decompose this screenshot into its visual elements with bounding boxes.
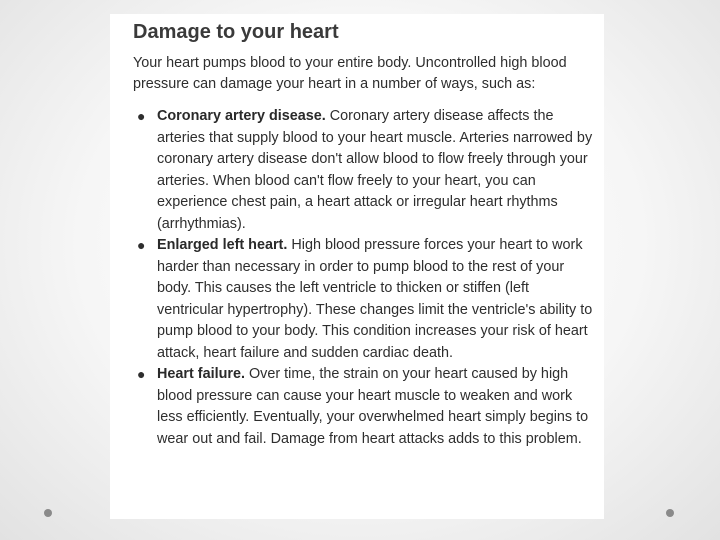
- list-item-enlarged-left-heart: [133, 235, 597, 364]
- list-item-coronary-artery-disease: [133, 106, 597, 235]
- document-panel: [110, 14, 604, 519]
- list-item-text: Coronary artery disease affects the arteries that supply blood to your heart muscle. Arteries narrowed by coronary artery disease don't allow blood to flow freely through your arteries. When blood can't flow freely to your heart, you can experience chest pain, a heart attack or irregular heart rhythms (arrhythmias).: [157, 108, 593, 232]
- slide-decor-dot-left: [44, 509, 52, 517]
- list-item-term: Heart failure.: [157, 366, 245, 382]
- slide-decor-dot-right: [666, 509, 674, 517]
- section-heading: Damage to your heart: [133, 21, 339, 43]
- list-item-text: Over time, the strain on your heart caused by high blood pressure can cause your heart muscle to weaken and work less efficiently. Eventually, your overwhelmed heart simply begins to wear out and fail. Damage from heart attacks adds to this problem.: [157, 366, 589, 447]
- bullet-icon: ●: [137, 108, 146, 124]
- intro-paragraph: Your heart pumps blood to your entire body. Uncontrolled high blood pressure can damage your heart in a number of ways, such as:: [133, 55, 567, 92]
- list-item-heart-failure: [133, 364, 597, 450]
- bullet-icon: ●: [137, 237, 146, 253]
- list-item-term: Enlarged left heart.: [157, 237, 288, 253]
- list-item-text: High blood pressure forces your heart to work harder than necessary in order to pump blood to the rest of your body. This causes the left ventricle to thicken or stiffen (left ventricular hypertrophy). These changes limit the ventricle's ability to pump blood to your body. This condition increases your risk of heart attack, heart failure and sudden cardiac death.: [157, 237, 593, 361]
- damage-list: [133, 106, 604, 450]
- list-item-term: Coronary artery disease.: [157, 108, 326, 124]
- bullet-icon: ●: [137, 366, 146, 382]
